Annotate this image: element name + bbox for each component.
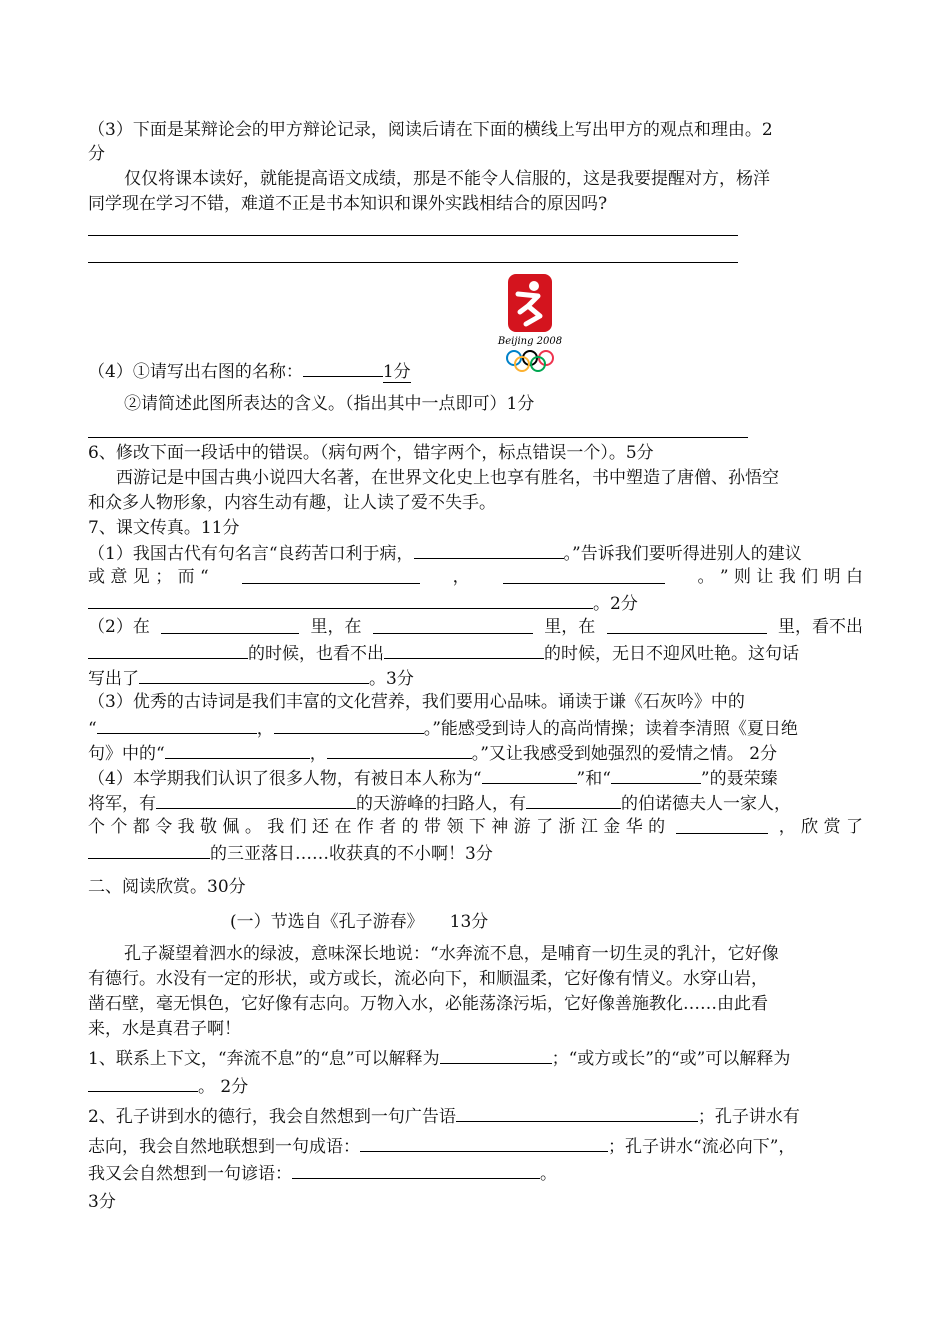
s2-q2-a: 2、孔子讲到水的德行，我会自然想到一句广告语 [88,1107,456,1127]
s2-q1-blank-2[interactable] [88,1073,198,1092]
s2-q1-b: ；“或方或长”的“或”可以解释为 [551,1049,791,1069]
q7-s1-e: 。 ” 则 让 我 们 明 白 [697,567,863,587]
q7-s2-blank-1[interactable] [161,615,299,634]
q7-s3-b: “ [88,719,97,739]
q7-s2-blank-6[interactable] [139,665,369,684]
q7-s2-e: 的时候，也看不出 [248,644,384,664]
q3-passage-line-2: 同学现在学习不错，难道不正是书本知识和课外实践相结合的原因吗? [88,194,608,214]
q7-s4-blank-6[interactable] [88,840,210,859]
q7-s4-g: 个 个 都 令 我 敬 佩 。 我 们 还 在 作 者 的 带 领 下 神 游 了 浙 江 金 华 的 [88,817,666,837]
section2-subtitle [230,910,488,934]
s2-q2-line-1 [88,1103,800,1129]
q7-s3-c: ， [256,719,274,739]
q7-s3-blank-2[interactable] [274,715,424,734]
s2-q1-c: 。 2分 [198,1077,249,1097]
q7-s2-line-3 [88,665,414,691]
q7-title: 7、课文传真。11分 [88,518,240,538]
section2-subtitle-score: 13分 [449,912,489,932]
q7-s4-a: （4）本学期我们认识了很多人物，有被日本人称为“ [88,769,482,789]
q7-s4-line-1 [88,765,778,791]
q7-s3-d: 。”能感受到诗人的高尚情操；读着李清照《夏日绝 [423,719,798,739]
q7-s4-c: ”的聂荣臻 [700,769,778,789]
q7-s2-blank-3[interactable] [607,615,767,634]
q7-s2-blank-4[interactable] [88,640,248,659]
q7-s3-e: 句》中的“ [88,744,165,764]
q7-s1-blank-1[interactable] [414,540,564,559]
s2-q2-line-2 [88,1133,795,1159]
q4-part2: ②请简述此图所表达的含义。（指出其中一点即可）1分 [124,394,535,414]
q7-s2-d: 里，看不出 [777,617,863,637]
q4-part1 [88,358,411,384]
q3-passage-line-1: 仅仅将课本读好，就能提高语文成绩，那是不能令人信服的，这是我要提醒对方，杨洋 [124,169,770,189]
q7-s4-blank-1[interactable] [482,765,577,784]
q7-s4-f: 的伯诺德夫人一家人， [621,794,791,814]
s2-q2-blank-2[interactable] [360,1133,608,1152]
s2-q1-blank-1[interactable] [440,1045,552,1064]
q7-s2-line-1 [88,615,863,639]
s2-q1-a: 1、联系上下文，“奔流不息”的“息”可以解释为 [88,1049,440,1069]
q4-answer-line[interactable] [88,437,748,438]
q7-s2-f: 的时候，无日不迎风吐艳。这句话 [544,644,799,664]
q7-s2-c: 里，在 [544,617,596,637]
q4-part1-score: 1分 [382,362,411,382]
answer-line-2[interactable] [88,262,738,263]
q7-s1-blank-4[interactable] [88,590,593,609]
q7-s4-blank-5[interactable] [676,815,768,834]
q4-part1-label: （4）①请写出右图的名称： [88,362,303,382]
q7-s2-b: 里，在 [310,617,362,637]
q7-s1-d: ， [452,567,470,587]
q7-s4-d: 将军，有 [88,794,156,814]
q7-s1-blank-3[interactable] [503,565,665,584]
section2-title: 二、阅读欣赏。30分 [88,877,246,897]
q7-s2-g: 写出了 [88,669,139,689]
q7-s4-line-4 [88,840,493,866]
q6-text-line-1: 西游记是中国古典小说四大名著，在世界文化史上也享有胜名，书中塑造了唐僧、孙悟空 [116,468,779,488]
s2-q2-score: 3分 [88,1192,116,1212]
q7-s2-blank-5[interactable] [384,640,544,659]
q3-score: 分 [88,144,105,164]
q7-s3-line-3 [88,740,777,766]
q7-s2-h: 。3分 [369,669,414,689]
passage-line-2: 有德行。水没有一定的形状，或方或长，流必向下，和顺温柔，它好像有情义。水穿山岩， [88,969,768,989]
q7-s3-line-2 [88,715,798,741]
q7-s3-g: 。”又让我感受到她强烈的爱情之情。 2分 [471,744,778,764]
q7-s2-line-2 [88,640,799,666]
q7-s1-line-3 [88,590,638,616]
q7-s1-a: （1）我国古代有句名言“良药苦口利于病， [88,544,414,564]
q7-s3-f: ， [309,744,327,764]
q7-s4-e: 的天游峰的扫路人，有 [356,794,526,814]
q7-s1-blank-2[interactable] [242,565,420,584]
q7-s4-blank-3[interactable] [156,790,356,809]
beijing-2008-logo-icon [490,272,570,372]
passage-line-1: 孔子凝望着泗水的绿波，意味深长地说：“水奔流不息，是哺育一切生灵的乳汁，它好像 [124,944,779,964]
s2-q2-e: 我又会自然想到一句谚语： [88,1164,292,1184]
s2-q2-line-3 [88,1160,557,1186]
section2-subtitle-text: (一）节选自《孔子游春》 [230,912,424,932]
logo-text: Beijing 2008 [497,336,563,347]
s2-q2-blank-3[interactable] [292,1160,540,1179]
q7-s1-line-1 [88,540,802,566]
s2-q2-blank-1[interactable] [456,1103,698,1122]
s2-q2-c: 志向，我会自然地联想到一句成语： [88,1137,360,1157]
q7-s4-line-3 [88,815,863,839]
q7-s3-blank-1[interactable] [97,715,257,734]
q7-s1-line-2 [88,565,863,589]
passage-line-4: 来，水是真君子啊！ [88,1019,241,1039]
s2-q2-f: 。 [540,1164,557,1184]
q7-s3-line-1: （3）优秀的古诗词是我们丰富的文化营养，我们要用心品味。诵读于谦《石灰吟》中的 [88,692,745,712]
q7-s1-f: 。2分 [593,594,638,614]
q7-s4-h: ， 欣 赏 了 [778,817,863,837]
s2-q1-line-2 [88,1073,248,1099]
q7-s4-line-2 [88,790,791,816]
q7-s1-c: 或 意 见 ； 而 “ [88,567,209,587]
q7-s2-a: （2）在 [88,617,150,637]
q7-s1-b: 。”告诉我们要听得进别人的建议 [563,544,802,564]
q4-name-blank[interactable] [303,358,383,377]
q7-s2-blank-2[interactable] [373,615,533,634]
q6-title: 6、修改下面一段话中的错误。（病句两个，错字两个，标点错误一个）。5分 [88,443,654,463]
q3-prompt: （3）下面是某辩论会的甲方辩论记录，阅读后请在下面的横线上写出甲方的观点和理由。2 [88,120,773,140]
passage-line-3: 凿石壁，毫无惧色，它好像有志向。万物入水，必能荡涤污垢，它好像善施教化……由此看 [88,994,768,1014]
q7-s4-i: 的三亚落日……收获真的不小啊！3分 [210,844,493,864]
q6-text-line-2: 和众多人物形象，内容生动有趣，让人读了爱不失手。 [88,493,496,513]
q7-s3-blank-3[interactable] [165,740,310,759]
s2-q2-d: ；孔子讲水“流必向下”， [608,1137,796,1157]
s2-q1-line-1 [88,1045,790,1071]
q7-s4-blank-2[interactable] [611,765,701,784]
q7-s4-b: ”和“ [576,769,611,789]
s2-q2-b: ；孔子讲水有 [697,1107,800,1127]
q7-s3-blank-4[interactable] [327,740,472,759]
q7-s4-blank-4[interactable] [526,790,621,809]
answer-line-1[interactable] [88,235,738,236]
